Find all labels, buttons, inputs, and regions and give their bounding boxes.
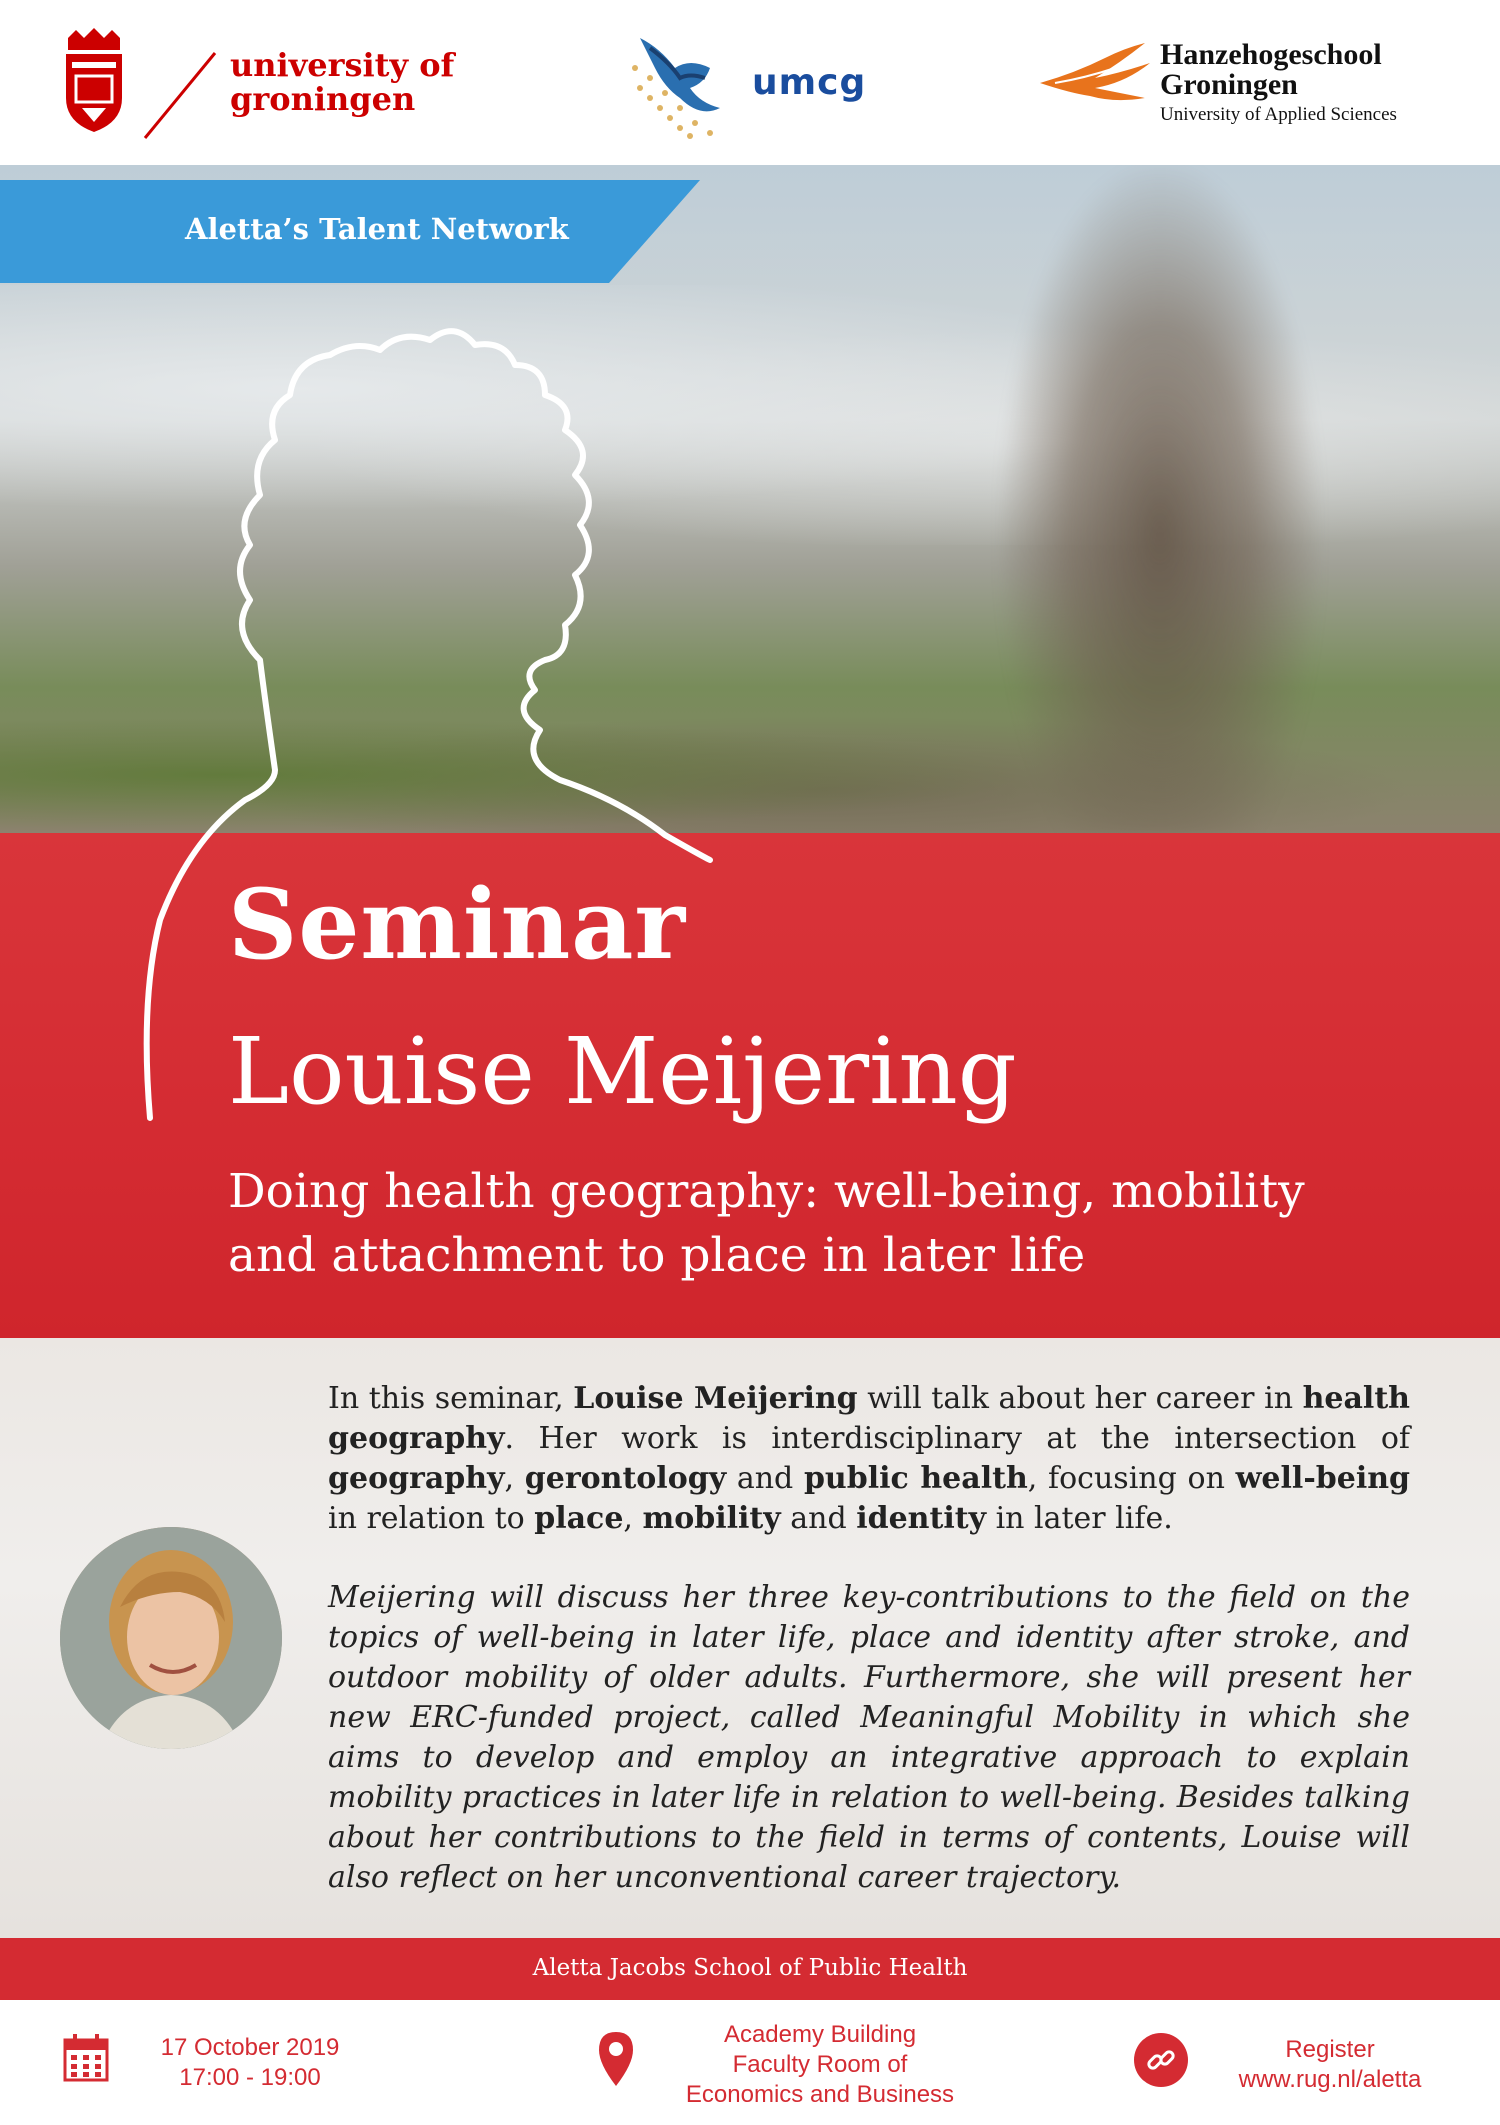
body-text: and (780, 1501, 857, 1536)
emphasis-text: place (534, 1501, 624, 1536)
register-info[interactable] (1210, 2035, 1450, 2095)
register-url[interactable]: www.rug.nl/aletta (1238, 2066, 1422, 2093)
emphasis-text: mobility (642, 1501, 781, 1536)
body-text: In this seminar, (328, 1381, 574, 1416)
emphasis-text: well-being (1235, 1461, 1411, 1496)
speaker-name: Louise Meijering (228, 1018, 1017, 1125)
rug-divider (140, 48, 220, 143)
location-line1: Academy Building (723, 2021, 917, 2048)
blurred-trees (0, 685, 1500, 835)
seminar-subtitle (228, 1160, 1468, 1288)
location-line3: Economics and Business (685, 2081, 955, 2108)
link-icon[interactable] (1133, 2032, 1189, 2088)
register-label[interactable]: Register (1285, 2036, 1375, 2063)
network-label: Aletta’s Talent Network (185, 212, 569, 246)
location-pin-icon (597, 2030, 635, 2088)
hanze-line2: Groningen (1160, 68, 1298, 101)
description-paragraph: Meijering will discuss her three key-contributions to the field on the topics of well-being in later life, place and identity after stroke, and outdoor mobility of older adults. Furthermore, she will present her new ERC-funded project, called Meaningful Mobility in which she aims to develop and employ an integrative approach to explain mobility practices in later life in relation to well-being. Besides talking about her contributions to the field in terms of contents, Louise will also reflect on her unconventional career trajectory. (328, 1580, 1410, 1895)
hanze-flame-logo (1035, 38, 1155, 133)
body-text: , (504, 1461, 525, 1496)
event-date (140, 2033, 360, 2093)
body-text: . Her work is interdisciplinary at the intersection of (504, 1421, 1410, 1456)
school-name: Aletta Jacobs School of Public Health (532, 1955, 968, 1981)
time-text: 17:00 - 19:00 (179, 2064, 321, 2091)
body-text: in later life. (986, 1501, 1173, 1536)
seminar-title: Seminar (228, 868, 687, 981)
body-text: and (726, 1461, 804, 1496)
umcg-wordmark: umcg (752, 62, 867, 103)
subtitle-line1: Doing health geography: well-being, mobility (228, 1164, 1305, 1219)
emphasis-text: geography (328, 1461, 505, 1496)
portrait-illustration (60, 1527, 282, 1749)
rug-shield-logo (62, 28, 126, 132)
rug-line1: university of (230, 46, 455, 84)
body-text: will talk about her career in (857, 1381, 1303, 1416)
calendar-icon (62, 2032, 110, 2084)
location-line2: Faculty Room of (732, 2051, 908, 2078)
rug-line2: groningen (230, 80, 416, 118)
body-text: in relation to (328, 1501, 535, 1536)
date-text: 17 October 2019 (160, 2034, 340, 2061)
speaker-portrait (60, 1527, 282, 1749)
body-text: , focusing on (1027, 1461, 1236, 1496)
hanze-wordmark (1160, 40, 1397, 126)
intro-paragraph (328, 1379, 1410, 1539)
emphasis-text: health geography (328, 1381, 1410, 1456)
emphasis-text: Louise Meijering (573, 1381, 858, 1416)
header (0, 0, 1500, 165)
hanze-line3: University of Applied Sciences (1160, 104, 1397, 125)
rug-wordmark (230, 48, 454, 116)
hanze-line1: Hanzehogeschool (1160, 38, 1382, 71)
event-location (655, 2020, 985, 2110)
emphasis-text: public health (803, 1461, 1028, 1496)
subtitle-line2: and attachment to place in later life (228, 1228, 1086, 1283)
emphasis-text: identity (856, 1501, 987, 1536)
emphasis-text: gerontology (524, 1461, 727, 1496)
body-text: , (623, 1501, 643, 1536)
umcg-logo (620, 28, 740, 146)
